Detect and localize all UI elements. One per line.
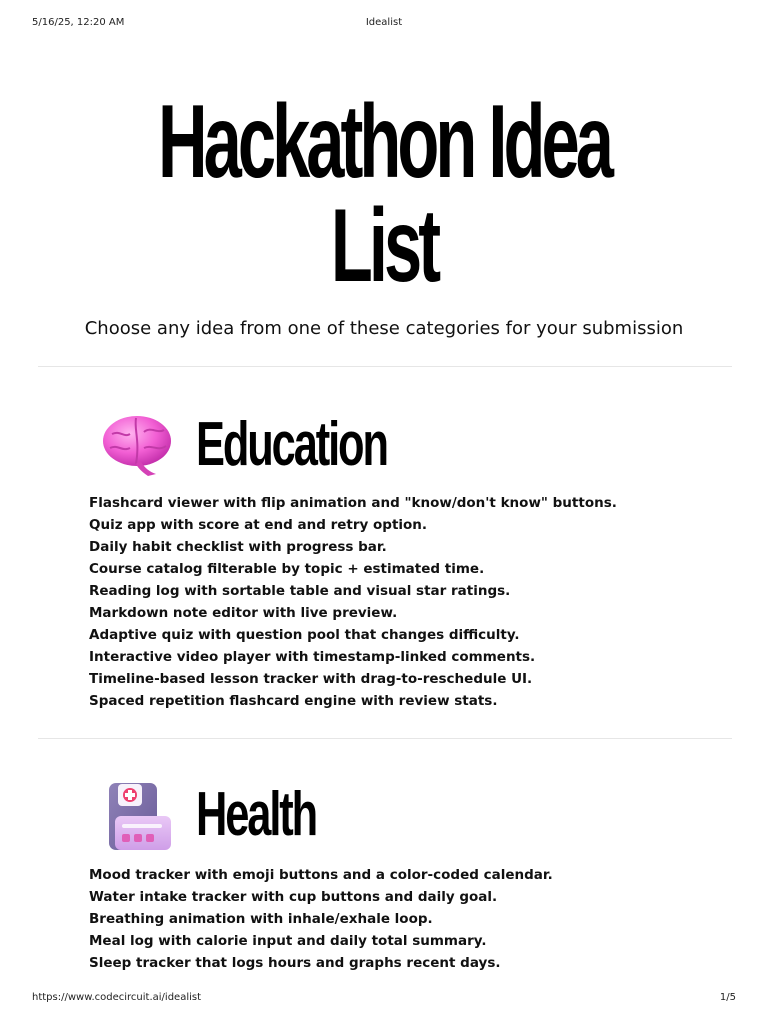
section-heading: Education [196,410,387,479]
list-item: Quiz app with score at end and retry option. [89,517,428,533]
page-title [131,84,638,304]
list-item: Spaced repetition flashcard engine with review stats. [89,693,498,709]
divider [38,366,732,367]
print-footer [32,992,736,1006]
brain-icon [100,410,174,480]
list-item: Reading log with sortable table and visual star ratings. [89,583,511,599]
print-header [32,17,736,31]
idea-list-education [89,492,729,712]
list-item: Daily habit checklist with progress bar. [89,539,387,555]
page-subtitle: Choose any idea from one of these categories for your submission [84,318,684,339]
list-item: Sleep tracker that logs hours and graphs recent days. [89,955,501,971]
print-page-title: Idealist [365,17,403,28]
list-item: Course catalog filterable by topic + estimated time. [89,561,485,577]
hero [0,84,768,339]
medical-clipboard-icon [100,780,174,850]
list-item: Interactive video player with timestamp-linked comments. [89,649,536,665]
idea-list-health [89,864,729,974]
page-title-line-2: List [330,188,438,304]
divider [38,738,732,739]
print-url: https://www.codecircuit.ai/idealist [32,992,202,1003]
page-title-line-1: Hackathon Idea [158,84,610,200]
section-heading: Health [196,780,317,849]
list-item: Timeline-based lesson tracker with drag-to-reschedule UI. [89,671,533,687]
list-item: Breathing animation with inhale/exhale loop. [89,911,433,927]
list-item: Water intake tracker with cup buttons and daily goal. [89,889,498,905]
page-number: 1/5 [719,992,736,1003]
list-item: Flashcard viewer with flip animation and "know/don't know" buttons. [89,495,617,511]
list-item: Meal log with calorie input and daily total summary. [89,933,487,949]
list-item: Mood tracker with emoji buttons and a color-coded calendar. [89,867,553,883]
list-item: Markdown note editor with live preview. [89,605,398,621]
print-date: 5/16/25, 12:20 AM [32,17,125,28]
list-item: Adaptive quiz with question pool that changes difficulty. [89,627,520,643]
